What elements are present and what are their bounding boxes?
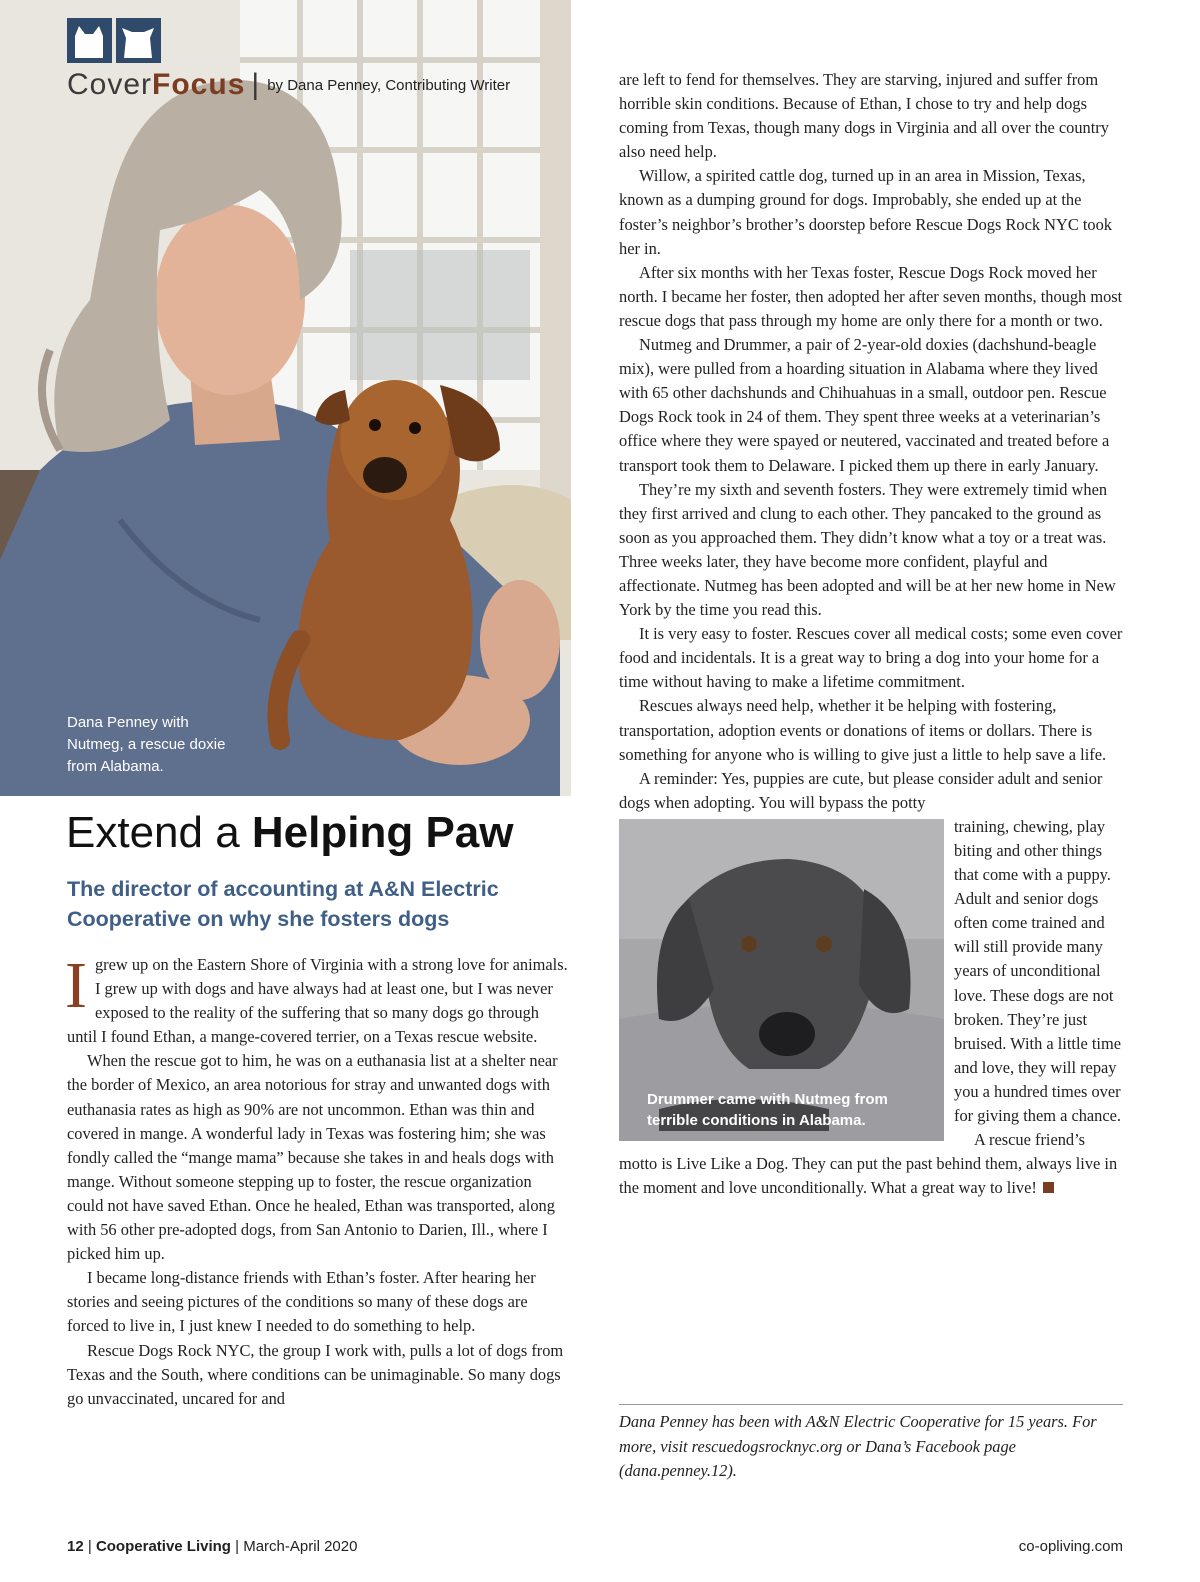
- inset-photo-caption: Drummer came with Nutmeg from terrible conditions in Alabama.: [647, 1090, 888, 1129]
- end-mark-icon: [1043, 1182, 1054, 1193]
- publication-name: Cooperative Living: [95, 1538, 231, 1555]
- section-logo: [67, 18, 162, 63]
- page-number: 12: [67, 1538, 84, 1555]
- body-paragraph: Rescue Dogs Rock NYC, the group I work with, pulls a lot of dogs from Texas and the South, where conditions can be unimaginable. So many dogs go unvaccinated, uncared for and: [67, 1340, 564, 1408]
- byline: by Dana Penney, Contributing Writer: [267, 77, 511, 94]
- cat-icon: [67, 18, 112, 63]
- body-paragraph: A reminder: Yes, puppies are cute, but please consider adult and senior dogs when adopting. You will bypass the potty: [619, 768, 1103, 812]
- section-name: [67, 68, 245, 101]
- main-photo-illustration: [0, 0, 571, 796]
- body-paragraph: They’re my sixth and seventh fosters. They were extremely timid when they first arrived and clung to each other. They pancaked to the ground as soon as you approached them. They didn’t know what a toy or a treat was. Three weeks later, they have become more confident, playful and affectionate. Nutmeg has been adopted and will be at her new home in New York by the time you read this.: [619, 479, 1116, 620]
- inset-photo: [619, 819, 944, 1141]
- headline-bold: Helping Paw: [251, 808, 514, 857]
- issue-date: March-April 2020: [243, 1538, 358, 1555]
- section-name-bold: Focus: [152, 68, 246, 101]
- body-column-left: [65, 949, 569, 1411]
- bio-divider: [619, 1404, 1123, 1405]
- body-paragraph: It is very easy to foster. Rescues cover all medical costs; some even cover food and incidentals. It is a great way to bring a dog into your home for a time without having to make a lifetime commitment.: [619, 624, 1123, 692]
- footer-separator: |: [87, 1538, 92, 1555]
- section-name-light: Cover: [67, 68, 153, 101]
- body-column-right: [619, 68, 1124, 1200]
- closing-text: A rescue friend’s motto is Live Like a Dog. They can put the past behind them, always live in the moment and love unconditionally. What a great way to live!: [619, 1130, 1118, 1198]
- header-separator: |: [251, 68, 260, 101]
- paragraph-text: grew up on the Eastern Shore of Virginia with a strong love for animals. I grew up with dogs and have always had at least one, but I was never exposed to the reality of the suffering that so many dogs go through until I found Ethan, a mange-covered terrier, on a Texas rescue website.: [67, 955, 568, 1047]
- headline: [66, 808, 514, 858]
- main-photo: [0, 0, 571, 796]
- author-bio: Dana Penney has been with A&N Electric Cooperative for 15 years. For more, visit rescuedogsrocknyc.org or Dana’s Facebook page (dana.penney.12).: [619, 1412, 1097, 1480]
- body-paragraph: Nutmeg and Drummer, a pair of 2-year-old doxies (dachshund-beagle mix), were pulled from a hoarding situation in Alabama where they lived with 65 other dachshunds and Chihuahuas in a small, outdoor pen. Rescue Dogs Rock took in 24 of them. They spent three weeks at a veterinarian’s office where they were spayed or neutered, vaccinated and treated before a transport took them to Delaware. I picked them up there in early January.: [619, 335, 1110, 475]
- body-paragraph: Willow, a spirited cattle dog, turned up in an area in Mission, Texas, known as a dumping ground for dogs. Improbably, she ended up at the foster’s neighbor’s brother’s doorstep before Rescue Dogs Rock NYC took her in.: [619, 166, 1112, 258]
- drop-cap: I: [65, 949, 87, 1022]
- section-header: [67, 68, 510, 102]
- body-paragraph: Rescues always need help, whether it be helping with fostering, transportation, adoption events or donations of items or dollars. There is something for anyone who is willing to give just a little to help save a life.: [619, 696, 1107, 764]
- body-paragraph: I became long-distance friends with Ethan’s foster. After hearing her stories and seeing pictures of the conditions so many of these dogs are forced to live in, I just knew I needed to do something to help.: [67, 1268, 536, 1336]
- body-paragraph: [65, 949, 569, 1049]
- body-paragraph: are left to fend for themselves. They are starving, injured and suffer from horrible skin conditions. Because of Ethan, I chose to try and help dogs coming from Texas, though many dogs in Virginia and all over the country also need help.: [619, 70, 1109, 162]
- footer-separator: |: [235, 1538, 240, 1555]
- footer-website: co-opliving.com: [1018, 1538, 1123, 1555]
- dog-icon: [116, 18, 161, 63]
- body-paragraph: After six months with her Texas foster, Rescue Dogs Rock moved her north. I became her foster, then adopted her after seven months, though most rescue dogs that pass through my home are only there for a month or two.: [619, 262, 1123, 330]
- main-photo-caption: Dana Penney with Nutmeg, a rescue doxie from Alabama.: [67, 714, 226, 775]
- body-paragraph: When the rescue got to him, he was on a euthanasia list at a shelter near the border of Mexico, an area notorious for stray and unwanted dogs with euthanasia rates as high as 90% are not uncommon. Ethan was thin and covered in mange. A wonderful lady in Texas was fostering him; she was fondly called the “mange mama” because she takes in and heals dogs with mange. Without someone stepping up to foster, the rescue organization could not have saved Ethan. Once he healed, Ethan was transported, along with 56 other pre-adopted dogs, from San Antonio to Darien, Ill., where I picked him up.: [67, 1051, 558, 1264]
- page-footer: [67, 1538, 357, 1555]
- headline-light: Extend a: [66, 808, 252, 857]
- body-paragraph: training, chewing, play biting and other things that come with a puppy. Adult and senior dogs often come trained and will still provide many years of unconditional love. These dogs are not broken. They’re just bruised. With a little time and love, they will repay you a hundred times over for giving them a chance.: [954, 816, 1122, 1126]
- deck-subtitle: The director of accounting at A&N Electric Cooperative on why she fosters dogs: [67, 877, 499, 931]
